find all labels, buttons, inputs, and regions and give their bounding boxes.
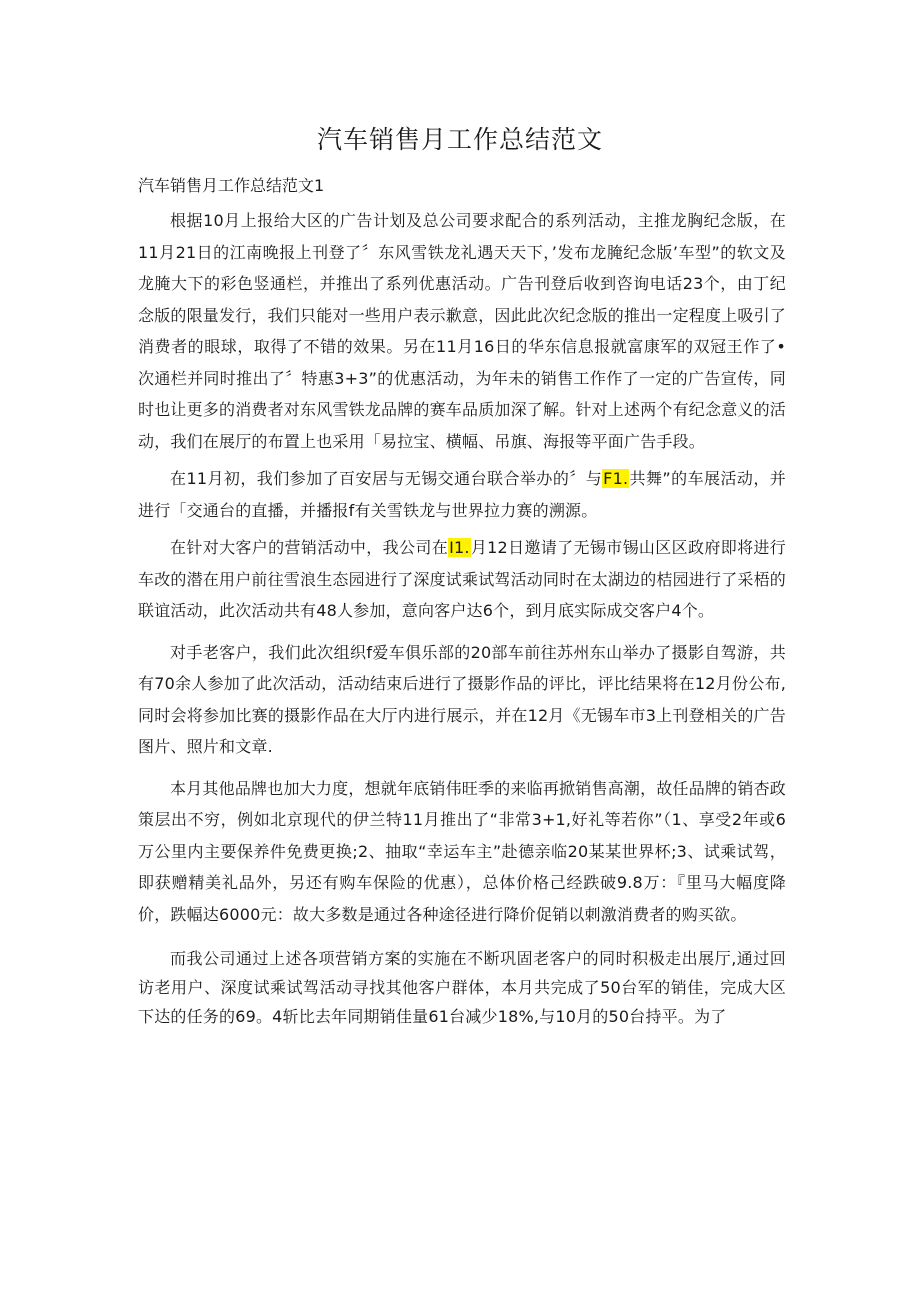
highlighted-text: I1.: [449, 538, 470, 557]
paragraph-text: 月12日邀请了无锡市锡山区区政府即将进行车改的潜在用户前往雪浪生态园进行了深度试乘试驾活动同时在太湖边的桔园进行了采梧的联谊活动，此次活动共有48人参加，意向客户达6个，到月底实际成交客户4个。: [138, 538, 787, 620]
document-subtitle: 汽车销售月工作总结范文1: [138, 176, 325, 195]
paragraph-sales-results: 而我公司通过上述各项营销方案的实施在不断巩固老客户的同时积极走出展厅,通过回访老用户、深度试乘试驾活动寻找其他客户群体，本月共完成了50台军的销佳，完成大区下达的任务的69。4斩比去年同期销佳量61台减少18%,与10月的50台持平。为了: [138, 949, 786, 1026]
paragraph-text: 共舞”的车展活动，并进行「交通台的直播，并播报f有关雪铁龙与世界拉力赛的溯源。: [138, 469, 787, 520]
document-title: 汽车销售月工作总结范文: [316, 125, 603, 154]
paragraph-car-show: [138, 463, 786, 526]
paragraph-competitors: 本月其他品牌也加大力度，想就年底销伟旺季的来临再掀销售高潮，故任品牌的销杏政策层出不穷，例如北京现代的伊兰特11月推出了“非常3+1,好礼等若你”（1、享受2年或6万公里内主要保养件免费更换;2、抽取“幸运车主”赴德亲临20某某世界杯;3、试乘试驾，即获赠精美礼品外，另还有购车保险的优惠），总体价格己经跌破9.8万：『里马大幅度降价，跌幅达6000元：故大多数是通过各种途径进行降价促销以刺激消费者的购买欲。: [138, 778, 786, 924]
paragraph-text: 在11月初，我们参加了百安居与无锡交通台联合举办的〞与: [170, 469, 603, 488]
highlighted-text: F1.: [603, 469, 629, 488]
document-body: [138, 205, 786, 1031]
paragraph-old-customers: 对手老客户，我们此次组织f爱车俱乐部的20部车前往苏州东山举办了摄影自驾游，共有70余人参加了此次活动，活动结束后进行了摄影作品的评比，评比结果将在12月份公布,同时会将参加比赛的摄影作品在大厅内进行展示，并在12月《无锡车市3上刊登相关的广告图片、照片和文章.: [138, 642, 786, 756]
paragraph-key-accounts: [138, 532, 786, 627]
paragraph-text: 在针对大客户的营销活动中，我公司在: [170, 538, 449, 557]
paragraph-advertising: 根据10月上报给大区的广告计划及总公司要求配合的系列活动，主推龙胸纪念版，在11月21日的江南晚报上刊登了〞东风雪铁龙礼遇天天下，’发布龙腌纪念版’车型”的软文及龙腌大下的彩色竖通栏，并推出了系列优惠活动。广告刊登后收到咨询电话23个，由丁纪念版的限量发行，我们只能对一些用户表示歉意，因此此次纪念版的推出一定程度上吸引了消费者的眼球，取得了不错的效果。另在11月16日的华东信息报就富康军的双冠王作了•次通栏并同时推出了〞特惠3+3”的优惠活动，为年未的销售工作作了一定的广告宣传，同时也让更多的消费者对东风雪铁龙品牌的赛车品质加深了解。针对上述两个有纪念意义的活动，我们在展厅的布置上也采用「易拉宝、横幅、吊旗、海报等平面广告手段。: [138, 211, 787, 451]
